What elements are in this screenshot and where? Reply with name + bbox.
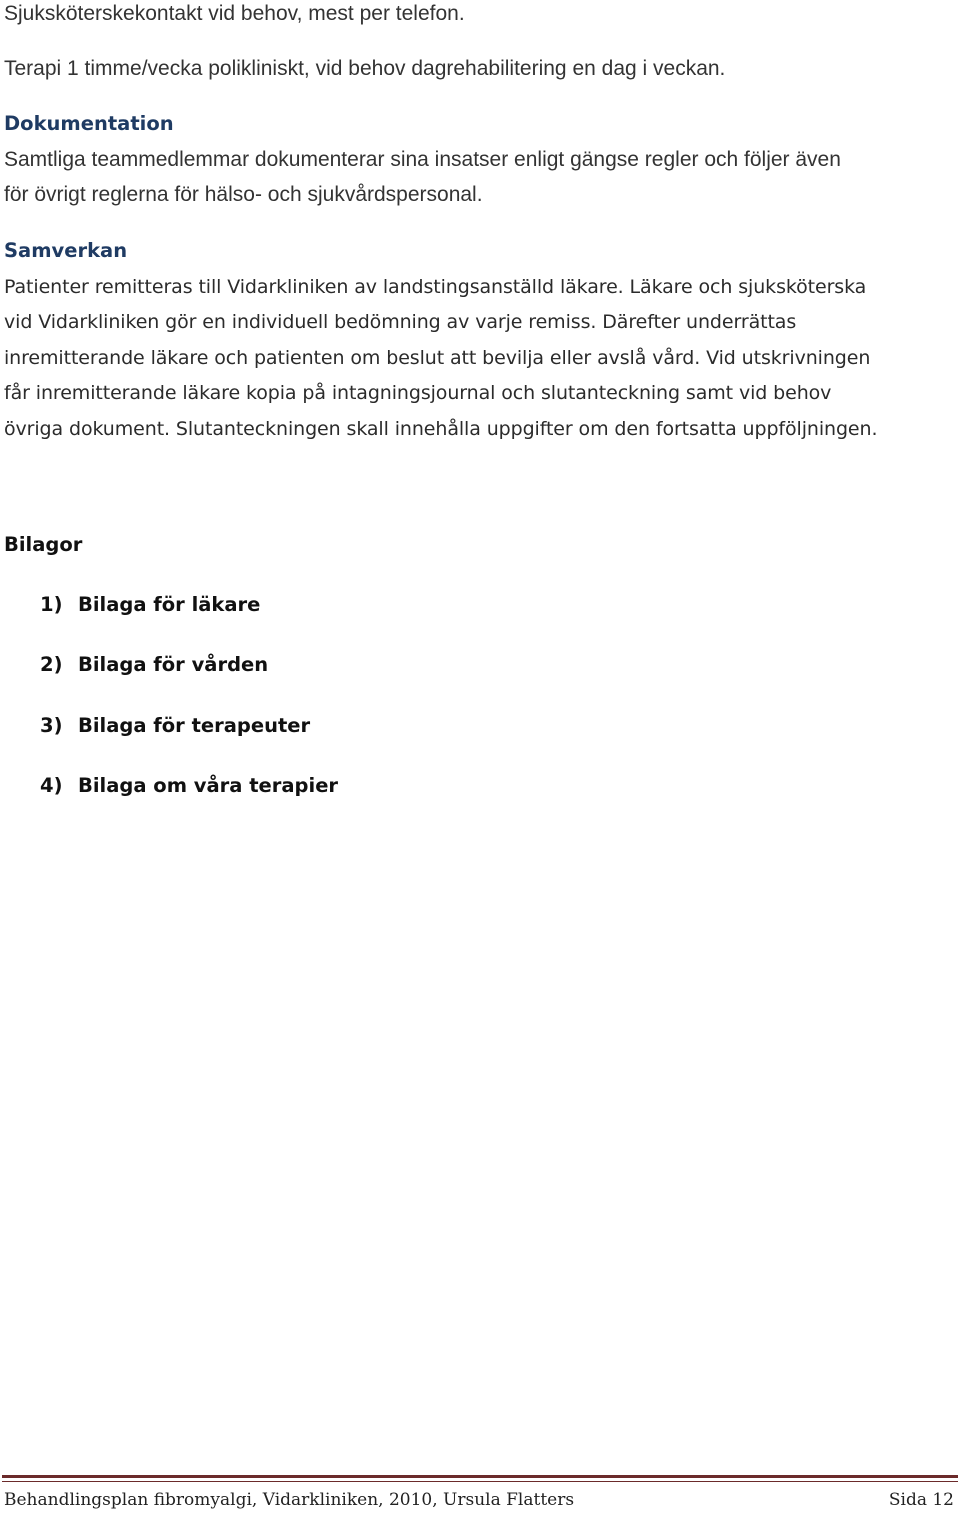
page-number: Sida 12	[888, 1490, 954, 1510]
bilagor-item-2	[40, 653, 268, 676]
samverkan-line-5: övriga dokument. Slutanteckningen skall innehålla uppgifter om den fortsatta uppföljningen.	[4, 418, 878, 440]
list-number: 1)	[40, 593, 63, 616]
list-number: 4)	[40, 774, 63, 797]
footer-left-text: Behandlingsplan fibromyalgi, Vidarkliniken, 2010, Ursula Flatters	[4, 1490, 575, 1510]
bilagor-item-3	[40, 714, 310, 737]
dokumentation-line-2: för övrigt reglerna för hälso- och sjukvårdspersonal.	[4, 183, 483, 206]
list-number: 3)	[40, 714, 63, 737]
samverkan-line-4: får inremitterande läkare kopia på intagningsjournal och slutanteckning samt vid behov	[4, 382, 832, 404]
samverkan-line-3: inremitterande läkare och patienten om beslut att bevilja eller avslå vård. Vid utskrivningen	[4, 347, 871, 369]
list-label: Bilaga för terapeuter	[78, 714, 311, 737]
list-label: Bilaga för vården	[78, 653, 269, 676]
bilagor-item-4	[40, 774, 338, 797]
intro-line-2: Terapi 1 timme/vecka polikliniskt, vid behov dagrehabilitering en dag i veckan.	[4, 57, 726, 80]
footer-rule-thin	[2, 1481, 958, 1482]
samverkan-line-1: Patienter remitteras till Vidarkliniken av landstingsanställd läkare. Läkare och sjuksköterska	[4, 276, 867, 298]
bilagor-item-1	[40, 593, 260, 616]
bilagor-heading: Bilagor	[4, 533, 83, 556]
list-label: Bilaga om våra terapier	[78, 774, 339, 797]
list-label: Bilaga för läkare	[78, 593, 261, 616]
intro-line-1: Sjuksköterskekontakt vid behov, mest per telefon.	[4, 2, 465, 25]
dokumentation-heading: Dokumentation	[4, 112, 174, 135]
list-number: 2)	[40, 653, 63, 676]
dokumentation-line-1: Samtliga teammedlemmar dokumenterar sina insatser enligt gängse regler och följer även	[4, 148, 841, 171]
samverkan-heading: Samverkan	[4, 239, 128, 262]
samverkan-line-2: vid Vidarkliniken gör en individuell bedömning av varje remiss. Därefter underrättas	[4, 311, 797, 333]
footer-rule-thick	[2, 1475, 958, 1478]
